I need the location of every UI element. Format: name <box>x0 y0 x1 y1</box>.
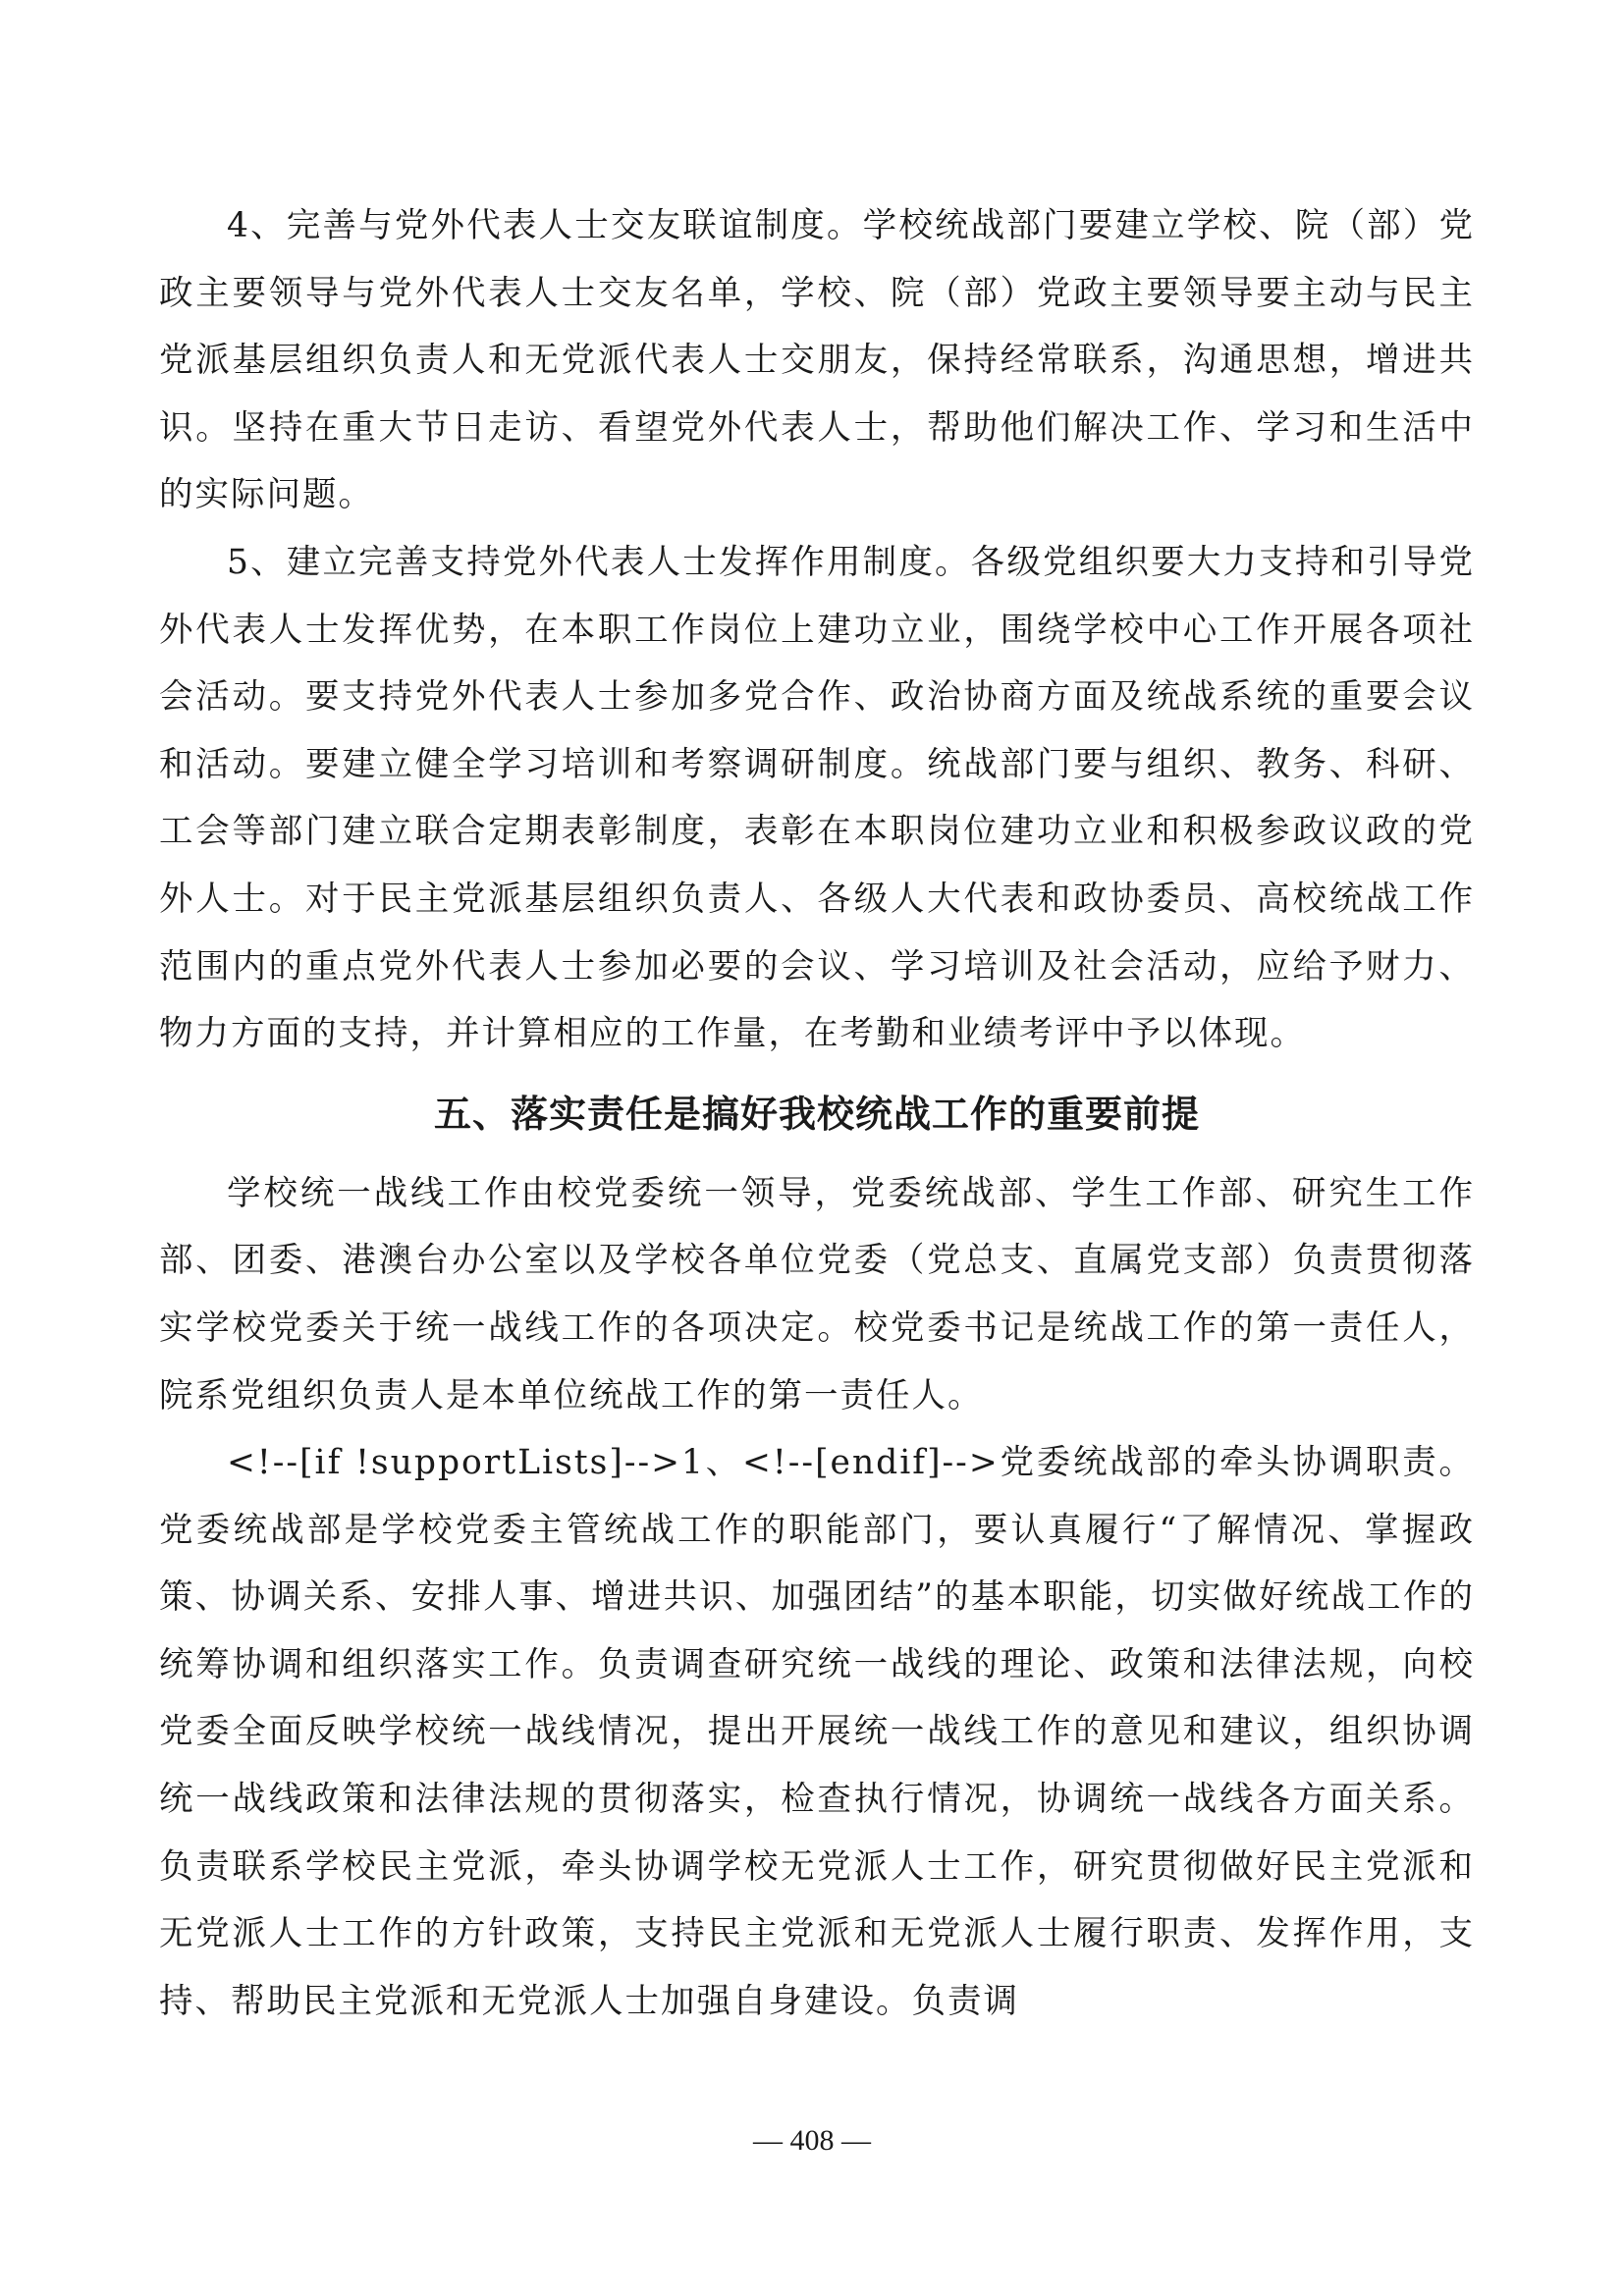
paragraph-item-1-united-front-dept: <!--[if !supportLists]-->1、<!--[endif]-->党委统战部的牵头协调职责。党委统战部是学校党委主管统战工作的职能部门，要认真履行“了解情况、掌握政策、协调关系、安排人事、增进共识、加强团结”的基本职能，切实做好统战工作的统筹协调和组织落实工作。负责调查研究统一战线的理论、政策和法律法规，向校党委全面反映学校统一战线情况，提出开展统一战线工作的意见和建议，组织协调统一战线政策和法律法规的贯彻落实，检查执行情况，协调统一战线各方面关系。负责联系学校民主党派，牵头协调学校无党派人士工作，研究贯彻做好民主党派和无党派人士工作的方针政策，支持民主党派和无党派人士履行职责、发挥作用，支持、帮助民主党派和无党派人士加强自身建设。负责调 <box>159 1443 1475 2021</box>
paragraph-item-5: 5、建立完善支持党外代表人士发挥作用制度。各级党组织要大力支持和引导党外代表人士发挥优势，在本职工作岗位上建功立业，围绕学校中心工作开展各项社会活动。要支持党外代表人士参加多党合作、政治协商方面及统战系统的重要会议和活动。要建立健全学习培训和考察调研制度。统战部门要与组织、教务、科研、工会等部门建立联合定期表彰制度，表彰在本职岗位建功立业和积极参政议政的党外人士。对于民主党派基层组织负责人、各级人大代表和政协委员、高校统战工作范围内的重点党外代表人士参加必要的会议、学习培训及社会活动，应给予财力、物力方面的支持，并计算相应的工作量，在考勤和业绩考评中予以体现。 <box>159 542 1475 1054</box>
paragraph-item-4: 4、完善与党外代表人士交友联谊制度。学校统战部门要建立学校、院（部）党政主要领导与党外代表人士交友名单，学校、院（部）党政主要领导要主动与民主党派基层组织负责人和无党派代表人士交朋友，保持经常联系，沟通思想，增进共识。坚持在重大节日走访、看望党外代表人士，帮助他们解决工作、学习和生活中的实际问题。 <box>159 206 1475 515</box>
section-heading: 五、落实责任是搞好我校统战工作的重要前提 <box>433 1092 1200 1136</box>
document-body <box>159 192 1475 2035</box>
paragraph-responsibility-intro: 学校统一战线工作由校党委统一领导，党委统战部、学生工作部、研究生工作部、团委、港澳台办公室以及学校各单位党委（党总支、直属党支部）负责贯彻落实学校党委关于统一战线工作的各项决定。校党委书记是统战工作的第一责任人，院系党组织负责人是本单位统战工作的第一责任人。 <box>159 1173 1475 1415</box>
page-number: — 408 — <box>753 2124 871 2157</box>
